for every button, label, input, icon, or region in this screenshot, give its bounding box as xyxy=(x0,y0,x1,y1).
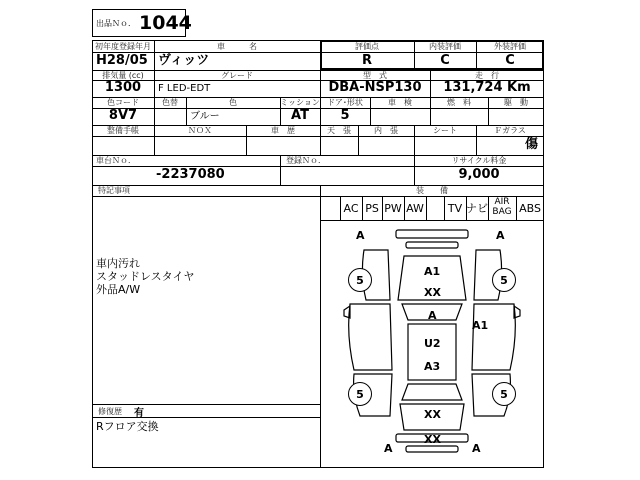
equip-navi: ナビ xyxy=(466,202,488,215)
equip-airbag: AIR BAG xyxy=(492,197,512,217)
lot-box xyxy=(92,9,192,37)
hdr-fuel: 燃 料 xyxy=(447,98,471,107)
model-code: DBA-NSP130 xyxy=(328,80,422,95)
equip-ac: AC xyxy=(343,202,359,215)
damage-mark: A xyxy=(472,442,481,455)
equip-ps: PS xyxy=(365,202,379,215)
hdr-interior: 内装評価 xyxy=(429,42,461,51)
interior-score: C xyxy=(440,53,450,68)
equip-abs: ABS xyxy=(519,202,541,215)
front-glass: 傷 xyxy=(524,137,538,152)
damage-mark: A xyxy=(384,442,393,455)
hdr-color-change: 色替 xyxy=(162,98,178,107)
color: ブルー xyxy=(190,111,220,122)
color-code: 8V7 xyxy=(108,108,138,123)
damage-mark: A1 xyxy=(472,319,489,332)
hdr-drive: 駆 動 xyxy=(504,98,528,107)
repair-history-label: 修復歴 xyxy=(98,407,122,416)
hdr-exterior: 外装評価 xyxy=(494,42,526,51)
damage-mark: A1 xyxy=(424,265,441,278)
damage-mark: XX xyxy=(424,408,441,421)
hdr-mileage: 走 行 xyxy=(475,71,499,80)
evaluation-score: R xyxy=(361,53,372,68)
first-registration: H28/05 xyxy=(96,53,148,68)
hdr-equipment: 装 備 xyxy=(416,186,448,195)
mileage: 131,724 Km xyxy=(443,80,531,95)
displacement: 1300 xyxy=(104,80,142,95)
lot-label: 出品Ｎｏ． xyxy=(96,19,136,28)
hdr-score: 評価点 xyxy=(355,42,379,51)
equip-aw: AW xyxy=(406,202,424,215)
hdr-displacement: 排気量 (cc) xyxy=(102,71,144,80)
hdr-year: 初年度登録年月 xyxy=(95,42,151,51)
damage-mark: XX xyxy=(424,433,441,446)
equip-pw: PW xyxy=(384,202,402,215)
hdr-history: 車 歴 xyxy=(271,126,295,135)
hdr-notes: 特記事項 xyxy=(98,186,130,195)
hdr-transmission: ミッション xyxy=(280,98,320,107)
hdr-color-code: 色コード xyxy=(107,98,139,107)
hdr-capacity: 車 検 xyxy=(388,98,412,107)
hdr-seat: シート xyxy=(433,126,457,135)
repair-history-value: 有 xyxy=(134,408,144,419)
grade: F LED-EDT xyxy=(158,83,211,94)
tire-mark: 5 xyxy=(492,268,516,292)
car-name: ヴィッツ xyxy=(158,53,210,68)
hdr-nox: ＮＯＸ xyxy=(188,126,212,135)
damage-mark: A3 xyxy=(424,360,441,373)
equip-tv: TV xyxy=(447,202,463,215)
note-line: スタッドレスタイヤ xyxy=(96,270,195,283)
hdr-model: 型 式 xyxy=(363,71,387,80)
tire-mark: 5 xyxy=(492,382,516,406)
damage-mark: XX xyxy=(424,286,441,299)
damage-mark: U2 xyxy=(424,337,441,350)
hdr-grade: グレード xyxy=(221,71,253,80)
hdr-chassis: 車台Ｎｏ． xyxy=(96,156,136,165)
hdr-manual: 整備手帳 xyxy=(107,126,139,135)
hdr-recycle: リサイクル料金 xyxy=(451,156,507,165)
hdr-roof: 天 張 xyxy=(327,126,351,135)
tire-mark: 5 xyxy=(348,268,372,292)
note-line: 外品A/W xyxy=(96,283,141,296)
lot-number: 1044 xyxy=(139,12,192,34)
hdr-reg: 登録Ｎｏ． xyxy=(286,156,326,165)
damage-mark: A xyxy=(356,229,365,242)
note-line: 車内汚れ xyxy=(96,257,140,270)
hdr-doors: ドア･形状 xyxy=(327,98,363,107)
hdr-interior-lining: 内 張 xyxy=(374,126,398,135)
recycle-fee: 9,000 xyxy=(458,167,500,182)
exterior-score: C xyxy=(505,53,515,68)
hdr-color: 色 xyxy=(229,98,237,107)
hdr-name: 車 名 xyxy=(217,42,257,51)
doors: 5 xyxy=(340,108,350,123)
chassis-number: -2237080 xyxy=(156,167,225,182)
tire-mark: 5 xyxy=(348,382,372,406)
notes-block xyxy=(96,257,194,296)
hdr-glass: Ｆガラス xyxy=(494,126,526,135)
transmission: AT xyxy=(291,108,309,123)
damage-mark: A xyxy=(428,309,437,322)
damage-mark: A xyxy=(496,229,505,242)
repair-note: Rフロア交換 xyxy=(96,420,159,433)
